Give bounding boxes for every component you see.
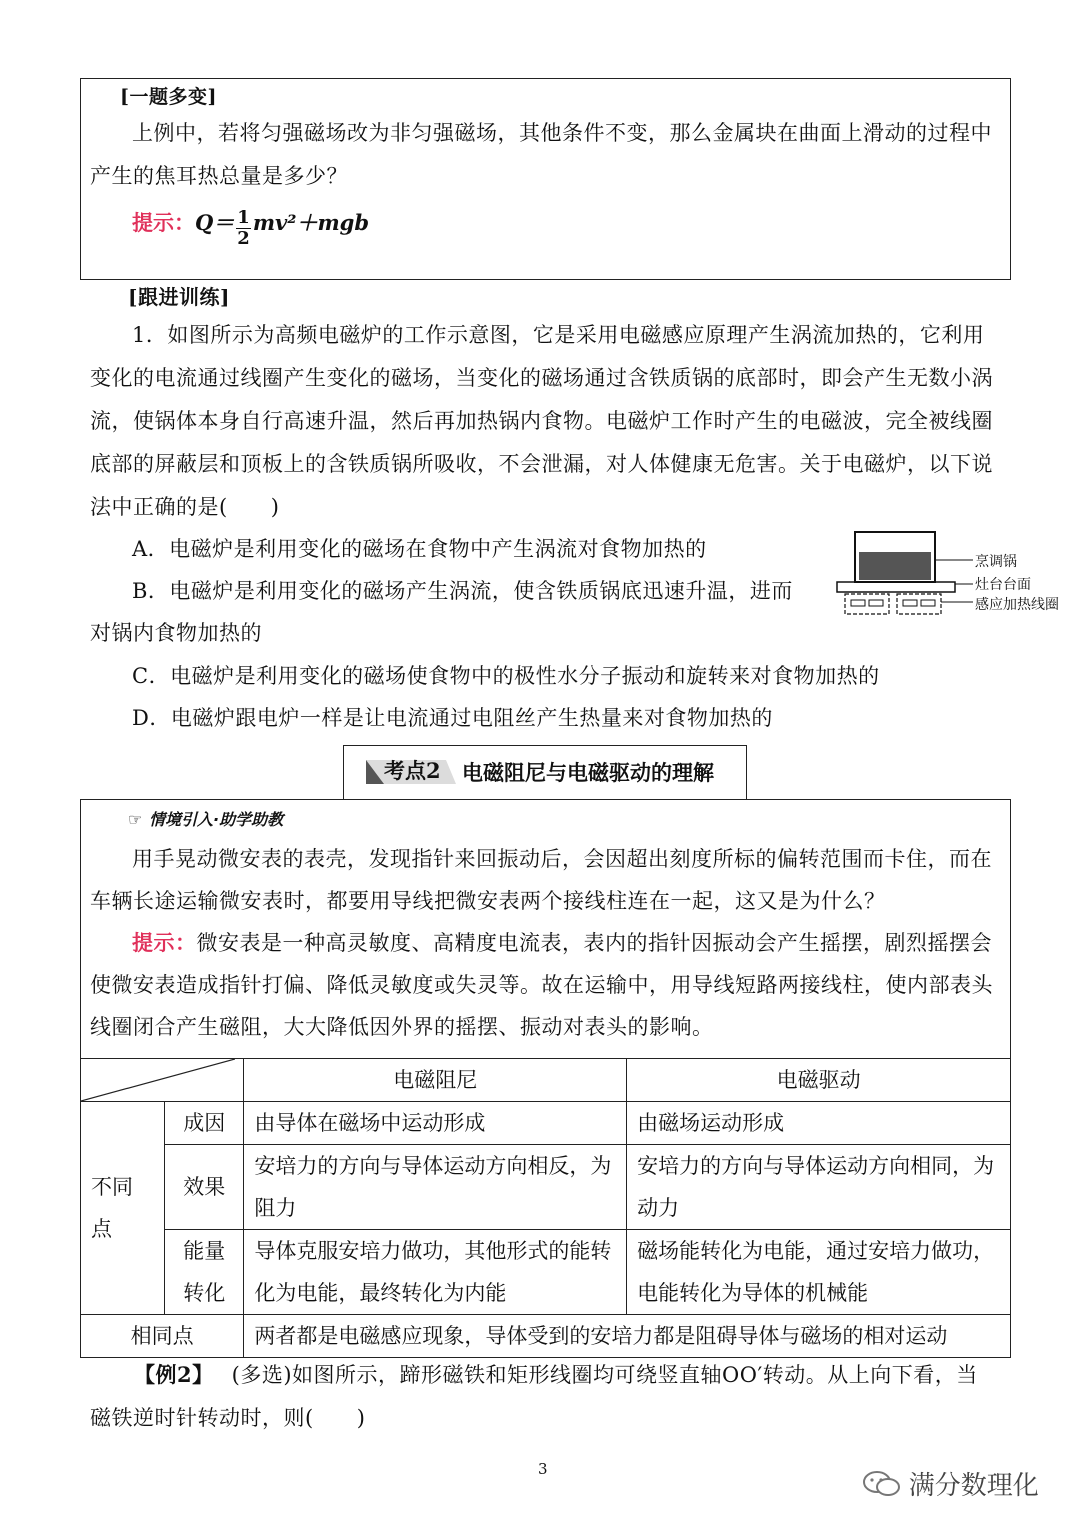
scenario-hint-line-3: 线圈闭合产生磁阻，大大降低因外界的摇摆、振动对表头的影响。: [90, 1015, 714, 1039]
row-label-effect: 效果: [165, 1145, 244, 1230]
variation-line1: 上例中，若将匀强磁场改为非匀强磁场，其他条件不变，那么金属块在曲面上滑动的过程中: [132, 121, 992, 145]
watermark: [862, 1465, 1039, 1502]
hint-fraction: [236, 208, 251, 249]
table-row: [81, 1230, 1011, 1315]
scenario-header: [128, 806, 283, 830]
figure-label-pot: 烹调锅: [975, 554, 1017, 570]
variation-line2: 产生的焦耳热总量是多少？: [90, 164, 348, 188]
figure-label-coil: 感应加热线圈: [975, 597, 1059, 613]
question-line-5: 法中正确的是( ): [90, 495, 280, 519]
cell-cause-damping: 由导体在磁场中运动形成: [244, 1102, 627, 1145]
row-label-energy: 能量转化: [165, 1230, 244, 1315]
same-label: 相同点: [81, 1315, 244, 1358]
option-c: C．电磁炉是利用变化的磁场使食物中的极性水分子振动和旋转来对食物加热的: [132, 664, 880, 688]
option-d: D．电磁炉跟电炉一样是让电流通过电阻丝产生热量来对食物加热的: [132, 706, 773, 730]
table-row: [81, 1315, 1011, 1358]
example2-line2: 磁铁逆时针转动时，则( ): [90, 1406, 366, 1430]
scenario-line-2: 车辆长途运输微安表时，都要用导线把微安表两个接线柱连在一起，这又是为什么？: [90, 889, 886, 913]
scenario-hint-text-1: 微安表是一种高灵敏度、高精度电流表，表内的指针因振动会产生摇摆，剧烈摇摆会: [196, 931, 992, 955]
figure-label-surface: 灶台台面: [975, 577, 1031, 593]
same-text: 两者都是电磁感应现象，导体受到的安培力都是阻碍导体与磁场的相对运动: [244, 1315, 1011, 1358]
frac-num: 1: [237, 207, 250, 228]
hint-formula-lhs: Q＝: [195, 210, 235, 235]
scenario-hint-line-1: [132, 922, 1010, 964]
example2-line1: [134, 1354, 1010, 1396]
diagonal-line: [81, 1059, 235, 1101]
wechat-icon: [862, 1469, 902, 1499]
header-damping: 电磁阻尼: [244, 1059, 627, 1102]
page-number: 3: [538, 1460, 548, 1478]
section-tag: 考点2: [384, 758, 441, 783]
cell-energy-damping: 导体克服安培力做功，其他形式的能转化为电能，最终转化为内能: [244, 1230, 627, 1315]
table-corner-cell: [81, 1059, 244, 1102]
question-line-4: 底部的屏蔽层和顶板上的含铁质锅所吸收，不会泄漏，对人体健康无危害。关于电磁炉，以下说: [90, 452, 993, 476]
cell-effect-driving: 安培力的方向与导体运动方向相同，为动力: [627, 1145, 1011, 1230]
hand-icon: ☞: [128, 810, 143, 829]
table-header-row: [81, 1059, 1011, 1102]
hint-formula-rhs: mv²＋mgb: [252, 210, 370, 235]
question-line-2: 变化的电流通过线圈产生变化的磁场，当变化的磁场通过含铁质锅的底部时，即会产生无数小涡: [90, 366, 993, 390]
frac-den: 2: [237, 228, 250, 249]
cell-energy-driving: 磁场能转化为电能，通过安培力做功，电能转化为导体的机械能: [627, 1230, 1011, 1315]
table-row: [81, 1145, 1011, 1230]
watermark-text: 满分数理化: [908, 1471, 1039, 1501]
example2-tag: 【例2】: [134, 1362, 214, 1387]
scenario-tag: 情境引入·助学助教: [149, 810, 284, 829]
practice-tag: [跟进训练]: [128, 285, 230, 309]
scenario-line-1: 用手晃动微安表的表壳，发现指针来回振动后，会因超出刻度所标的偏转范围而卡住，而在: [132, 847, 992, 871]
variation-tag: [一题多变]: [120, 86, 217, 108]
section-title: 电磁阻尼与电磁驱动的理解: [462, 761, 714, 785]
option-a: A．电磁炉是利用变化的磁场在食物中产生涡流对食物加热的: [132, 537, 707, 561]
comparison-table: [80, 1058, 1011, 1358]
table-row: [81, 1102, 1011, 1145]
group-label: 不同点: [81, 1102, 165, 1315]
option-b-line1: B．电磁炉是利用变化的磁场产生涡流，使含铁质锅底迅速升温，进而: [132, 579, 793, 603]
induction-cooker-figure: [835, 526, 975, 622]
scenario-hint-line-2: 使微安表造成指针打偏、降低灵敏度或失灵等。故在运输中，用导线短路两接线柱，使内部表头: [90, 973, 993, 997]
example2-text1: (多选)如图所示，蹄形磁铁和矩形线圈均可绕竖直轴OO′转动。从上向下看，当: [231, 1363, 978, 1387]
scenario-hint-label: 提示：: [132, 930, 197, 955]
cell-effect-damping: 安培力的方向与导体运动方向相反，为阻力: [244, 1145, 627, 1230]
cell-cause-driving: 由磁场运动形成: [627, 1102, 1011, 1145]
row-label-cause: 成因: [165, 1102, 244, 1145]
variation-hint: [132, 206, 369, 256]
header-driving: 电磁驱动: [627, 1059, 1011, 1102]
hint-label: 提示：: [132, 210, 195, 235]
option-b-line2: 对锅内食物加热的: [90, 621, 262, 645]
question-line-3: 流，使锅体本身自行高速升温，然后再加热锅内食物。电磁炉工作时产生的电磁波，完全被线圈: [90, 409, 993, 433]
question-line-1: 1．如图所示为高频电磁炉的工作示意图，它是采用电磁感应原理产生涡流加热的，它利用: [132, 323, 985, 347]
